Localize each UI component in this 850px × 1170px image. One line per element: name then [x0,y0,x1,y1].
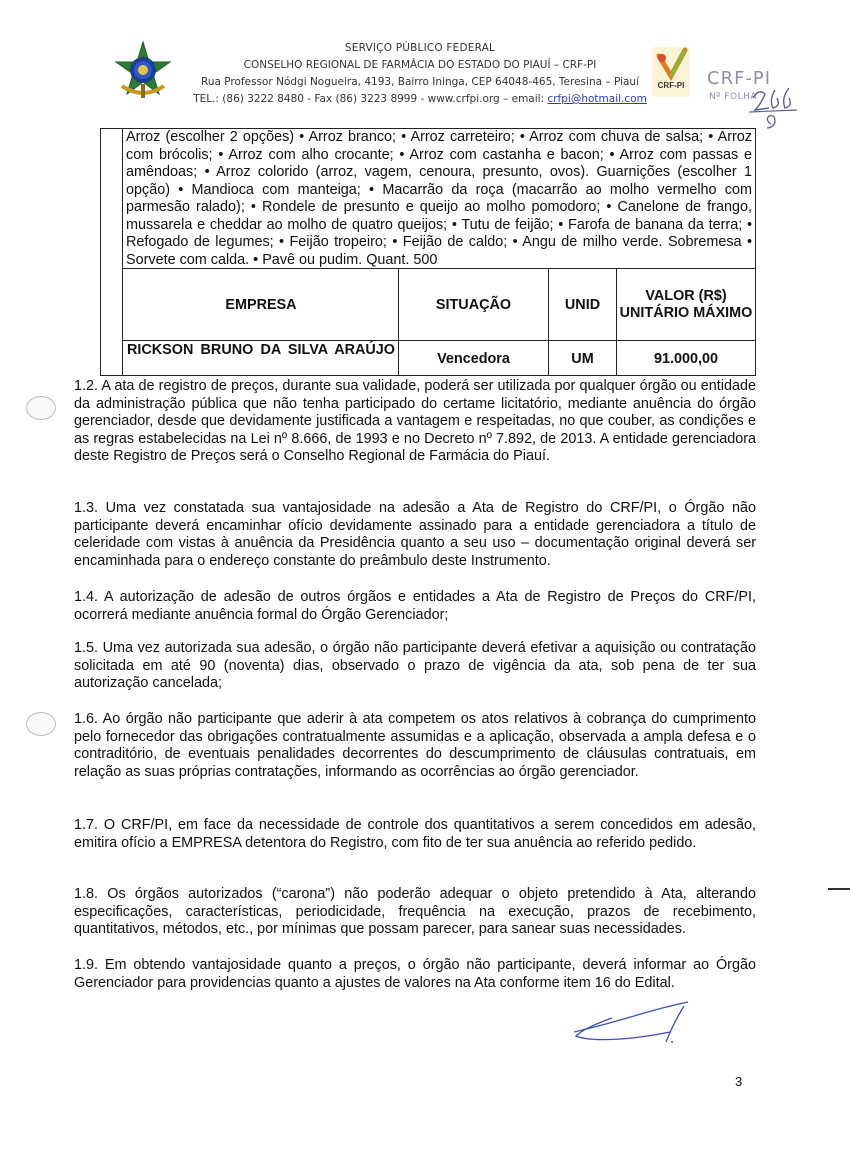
header-service: SERVIÇO PÚBLICO FEDERAL [344,42,496,54]
page-number: 3 [735,1074,743,1089]
header-address: Rua Professor Nódgi Nogueira, 4193, Bairro Ininga, CEP 64048-465, Teresina – Piauí [201,76,639,88]
header-situacao: SITUAÇÃO [435,297,512,313]
stamp-crf: CRF-PI [707,68,772,89]
punch-hole [26,712,56,736]
paragraph-1-8: 1.8. Os órgãos autorizados (“carona”) não poderão adequar o objeto pretendido à Ata, alterando especificações, características, periodicidade, frequência na execução, prazos de recebimento, quantitativos, métodos, etc., por mínimas que possam parecer, para sanear suas necessidades. [74,886,756,937]
cell-valor: 91.000,00 [653,350,719,367]
scan-edge-mark [828,888,850,890]
header-empresa: EMPRESA [225,297,297,313]
header-council: CONSELHO REGIONAL DE FARMÁCIA DO ESTADO DO PIAUÍ – CRF-PI [243,59,597,71]
header-unid: UNID [564,297,601,313]
paragraph-1-5: 1.5. Uma vez autorizada sua adesão, o órgão não participante deverá efetivar a aquisição ou contratação solicitada em até 90 (noventa) dias, observado o prazo de vigência da ata, sob pena de ter sua autorização cancelada; [74,640,756,691]
letterhead [0,38,850,118]
cell-unid: UM [571,350,594,367]
signature-icon [560,996,710,1056]
coat-of-arms-icon [112,40,174,102]
letterhead-text [190,40,650,108]
punch-hole [26,396,56,420]
header-phone-fax: TEL.: (86) 3222 8480 - Fax (86) 3223 8999 - www.crfpi.org – email: [193,93,548,105]
header-contacts [190,91,650,108]
crf-logo-icon [651,46,691,98]
stamp-folha: Nº FOLHA [709,92,758,102]
paragraph-1-7: 1.7. O CRF/PI, em face da necessidade de controle dos quantitativos a serem concedidos em adesão, emitira ofício a EMPRESA detentora do Registro, com fito de ter sua anuência ao referido pedido. [74,817,756,851]
cell-situacao: Vencedora [437,350,510,367]
paragraph-1-2: 1.2. A ata de registro de preços, durante sua validade, poderá ser utilizada por qualquer órgão ou entidade da administração pública que não tenha participado do certame licitatório, mediante anuência do órgão gerenciador, desde que devidamente justificada a vantagem e respeitadas, no que couber, as condições e as regras estabelecidas na Lei nº 8.666, de 1993 e no Decreto nº 7.892, de 2013. A entidade gerenciadora deste Registro de Preços será o Conselho Regional de Farmácia do Piauí. [74,378,756,464]
paragraph-1-9: 1.9. Em obtendo vantajosidade quanto a preços, o órgão não participante, deverá informar ao Órgão Gerenciador para providencias quanto a ajustes de valores na Ata conforme item 16 do Edital. [74,957,756,991]
email-link[interactable]: crfpi@hotmail.com [547,93,647,105]
item-description: Arroz (escolher 2 opções) • Arroz branco; • Arroz carreteiro; • Arroz com chuva de salsa; • Arroz com brócolis; • Arroz com alho crocante; • Arroz com castanha e bacon; • Arroz com passas e amêndoas; • Arroz colorido (arroz, vagem, cenoura, presunto, ovos). Guarnições (escolher 1 opção) • Mandioca com manteiga; • Macarrão da roça (macarrão ao molho vermelho com parmesão ralado); • Rondele de presunto e queijo ao molho pomodoro; • Canelone de frango, mussarela e cheddar ao molho de quatro queijos; • Tutu de feijão; • Farofa de banana da terra; • Refogado de legumes; • Feijão tropeiro; • Feijão de caldo; • Angu de milho verde. Sobremesa • Sorvete com calda. • Pavê ou pudim. Quant. 500 [126,129,752,268]
crf-logo-text: CRF-PI [657,81,685,90]
handwritten-folio-number-icon [749,76,799,136]
cell-empresa: RICKSON BRUNO DA SILVA ARAÚJO [127,342,395,358]
paragraph-1-3: 1.3. Uma vez constatada sua vantajosidade na adesão a Ata de Registro do CRF/PI, o Órgão não participante deverá encaminhar ofício devidamente assinado para a entidade gerenciadora a título de celeridade com vistas à anuência da Presidência quanto a seu uso – documentação original deverá ser encaminhada para o endereço constante do preâmbulo deste Instrumento. [74,500,756,569]
header-valor: VALOR (R$) UNITÁRIO MÁXIMO [619,288,753,321]
paragraph-1-6: 1.6. Ao órgão não participante que aderir à ata competem os atos relativos à cobrança do cumprimento pelo fornecedor das obrigações contratualmente assumidas e a aplicação, observada a ampla defesa e o contraditório, de eventuais penalidades decorrentes do descumprimento de cláusulas contratuais, em relação as suas próprias contratações, informando as ocorrências ao órgão gerenciador. [74,711,756,780]
paragraph-1-4: 1.4. A autorização de adesão de outros órgãos e entidades a Ata de Registro de Preços do CRF/PI, ocorrerá mediante anuência formal do Órgão Gerenciador; [74,589,756,623]
